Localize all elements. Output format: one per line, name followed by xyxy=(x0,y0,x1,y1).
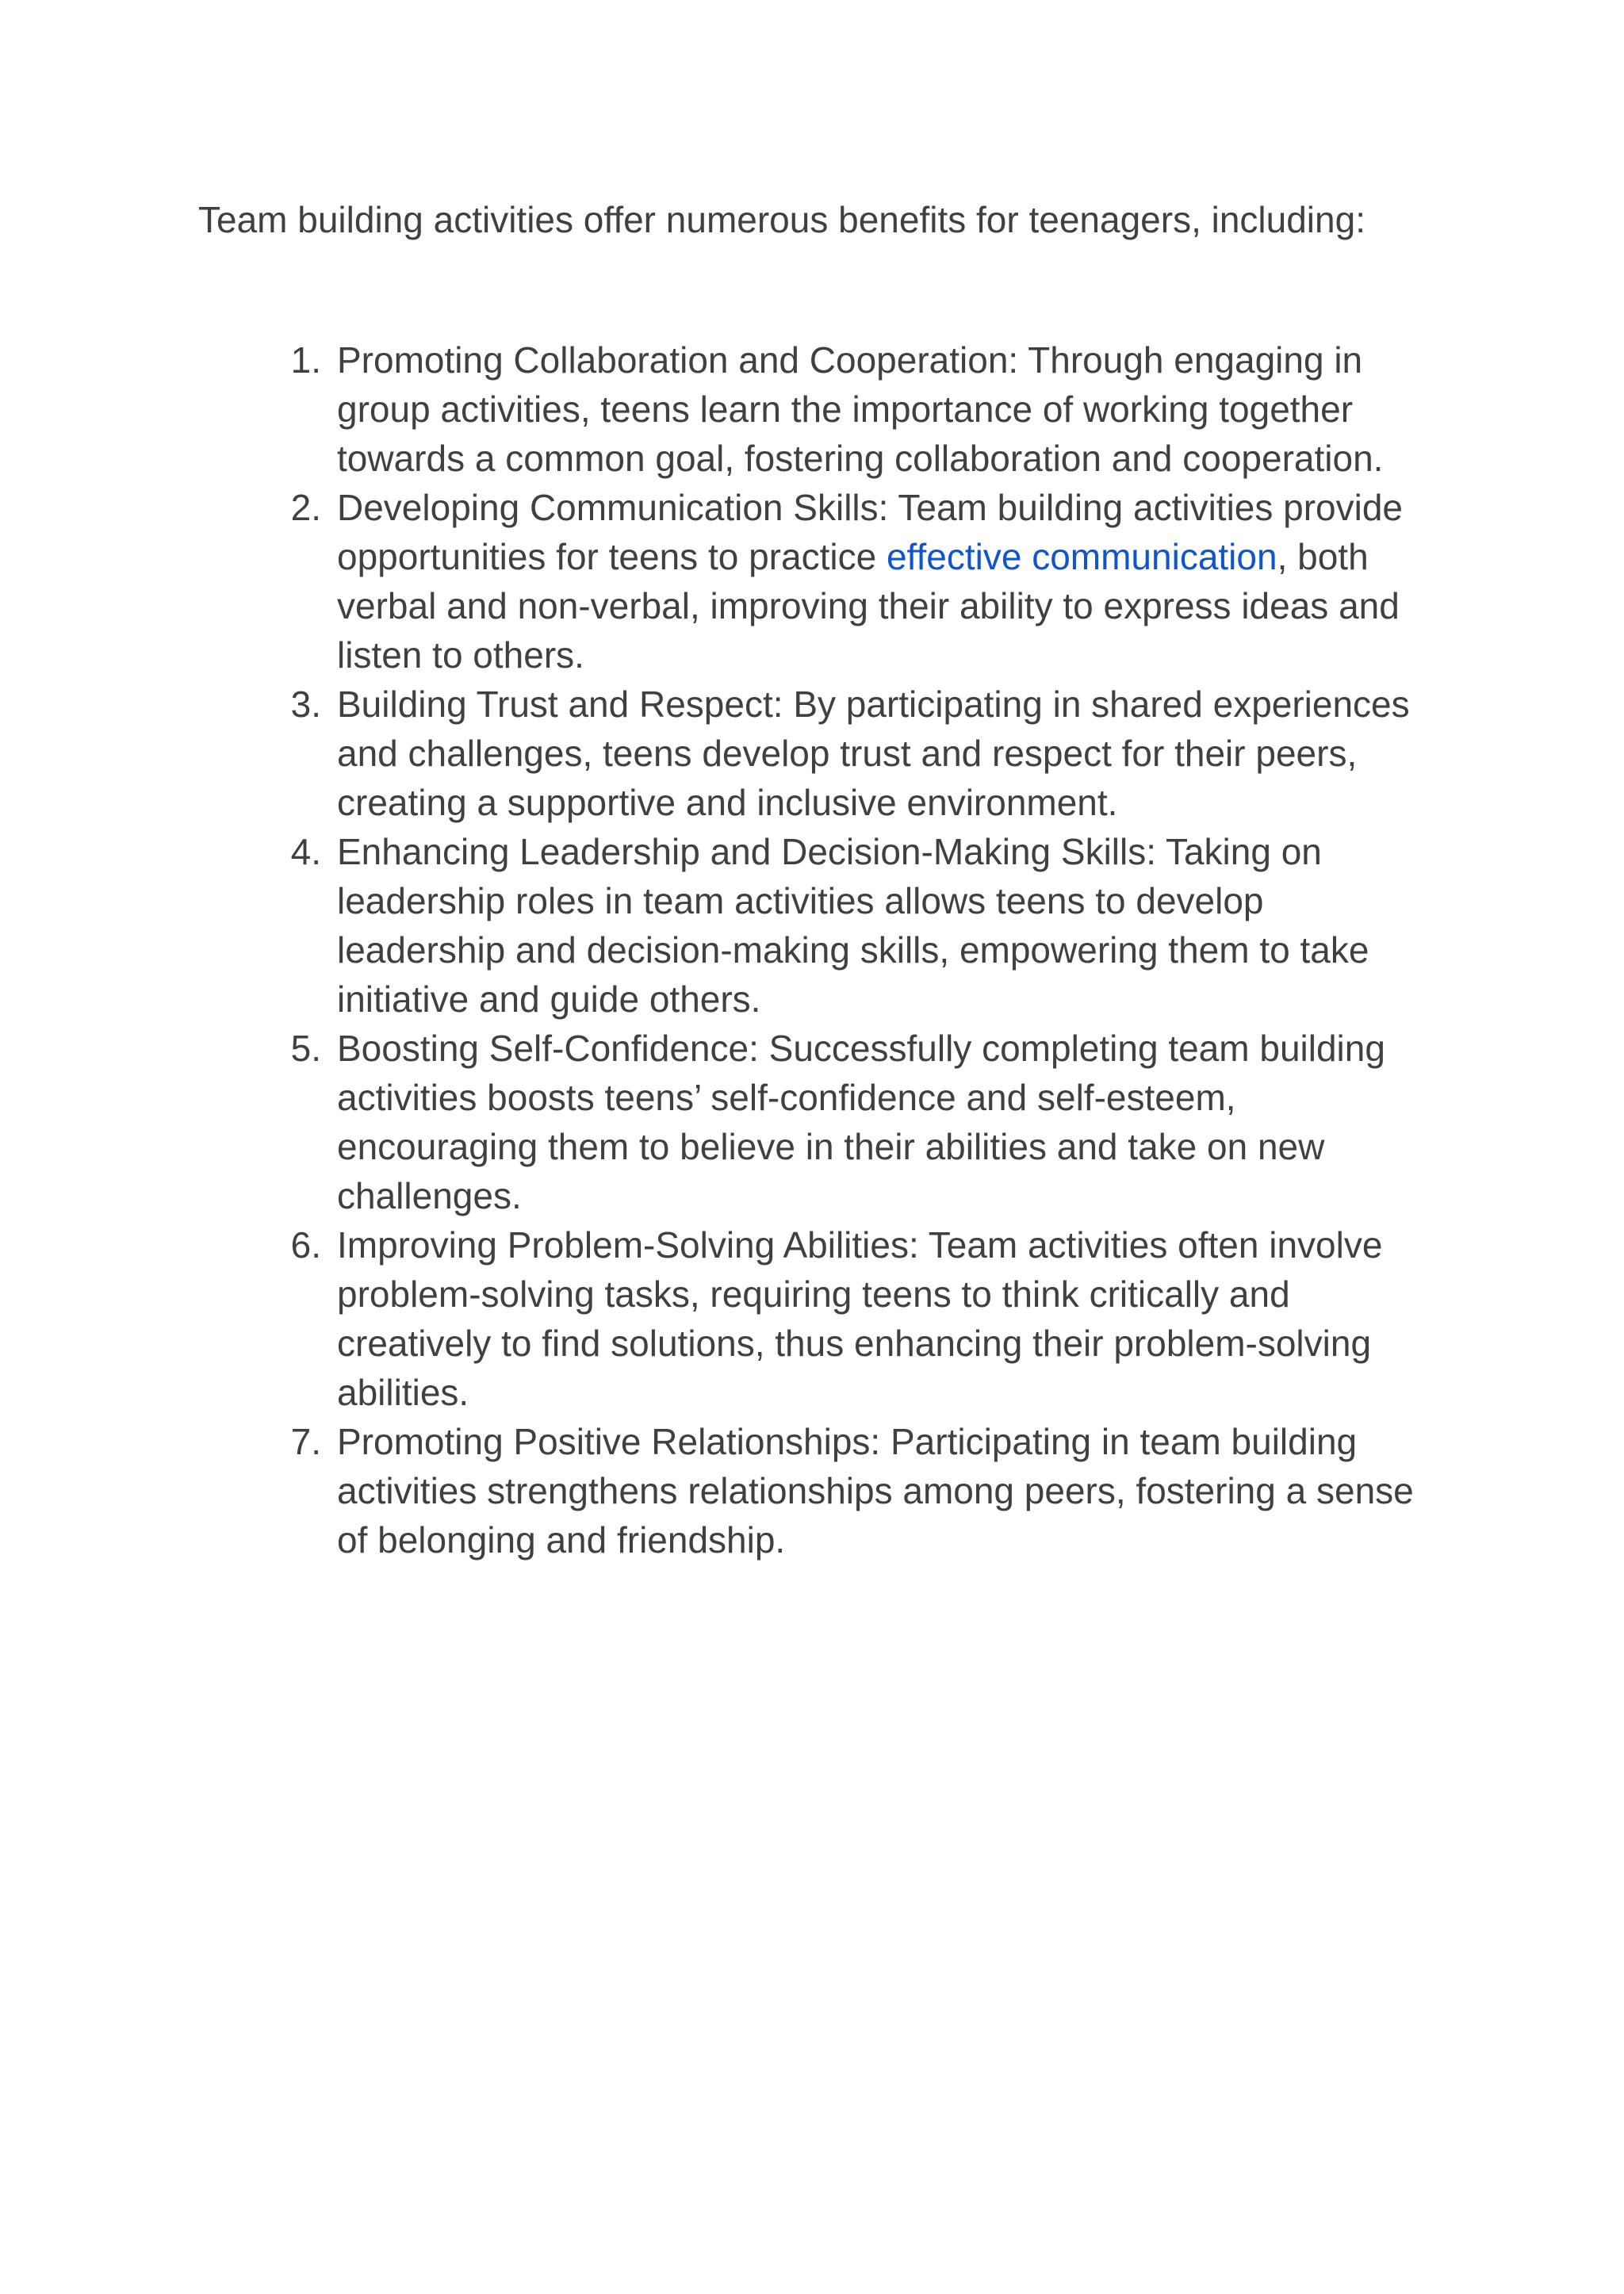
list-item-collaboration xyxy=(0,335,1624,483)
list-item-text: Enhancing Leadership and Decision-Making Skills: Taking on leadership roles in team activities allows teens to develop leadership and decision-making skills, empowering them to take initiative and guide others. xyxy=(337,831,1369,1020)
list-number: 7. xyxy=(290,1421,321,1462)
list-number: 2. xyxy=(290,487,321,528)
list-item-text xyxy=(337,483,1435,680)
list-item-text: Promoting Collaboration and Cooperation: Through engaging in group activities, teens learn the importance of working together towards a common goal, fostering collaboration and cooperation. xyxy=(337,339,1384,479)
list-item-leadership xyxy=(0,827,1624,1024)
list-item-text: Building Trust and Respect: By participating in shared experiences and challenges, teens develop trust and respect for their peers, creating a supportive and inclusive environment. xyxy=(337,684,1410,823)
list-item-text-after-link: , both verbal and non-verbal, improving their ability to express ideas and listen to others. xyxy=(337,536,1400,676)
effective-communication-link[interactable]: effective communication xyxy=(886,536,1277,577)
benefits-list xyxy=(0,335,1624,1564)
list-item-communication xyxy=(0,483,1624,680)
intro-paragraph: Team building activities offer numerous benefits for teenagers, including: xyxy=(198,199,1365,240)
list-item-text-before-link: Developing Communication Skills: Team building activities provide opportunities for teens to practice xyxy=(337,487,1404,577)
list-number: 6. xyxy=(290,1224,321,1266)
list-item-relationships xyxy=(0,1417,1624,1564)
list-item-problem-solving xyxy=(0,1220,1624,1417)
list-item-text: Improving Problem-Solving Abilities: Team activities often involve problem-solving tasks, requiring teens to think critically and creatively to find solutions, thus enhancing their problem-solving abilities. xyxy=(337,1224,1383,1413)
list-number: 4. xyxy=(290,831,321,872)
list-item-self-confidence xyxy=(0,1024,1624,1220)
list-number: 3. xyxy=(290,684,321,725)
list-item-trust xyxy=(0,680,1624,827)
list-item-text: Promoting Positive Relationships: Participating in team building activities strengthens relationships among peers, fostering a sense of belonging and friendship. xyxy=(337,1421,1414,1561)
list-number: 1. xyxy=(290,339,321,381)
list-number: 5. xyxy=(290,1028,321,1069)
list-item-text: Boosting Self-Confidence: Successfully completing team building activities boosts teens’ self-confidence and self-esteem, encouraging them to believe in their abilities and take on new challenges. xyxy=(337,1028,1385,1216)
